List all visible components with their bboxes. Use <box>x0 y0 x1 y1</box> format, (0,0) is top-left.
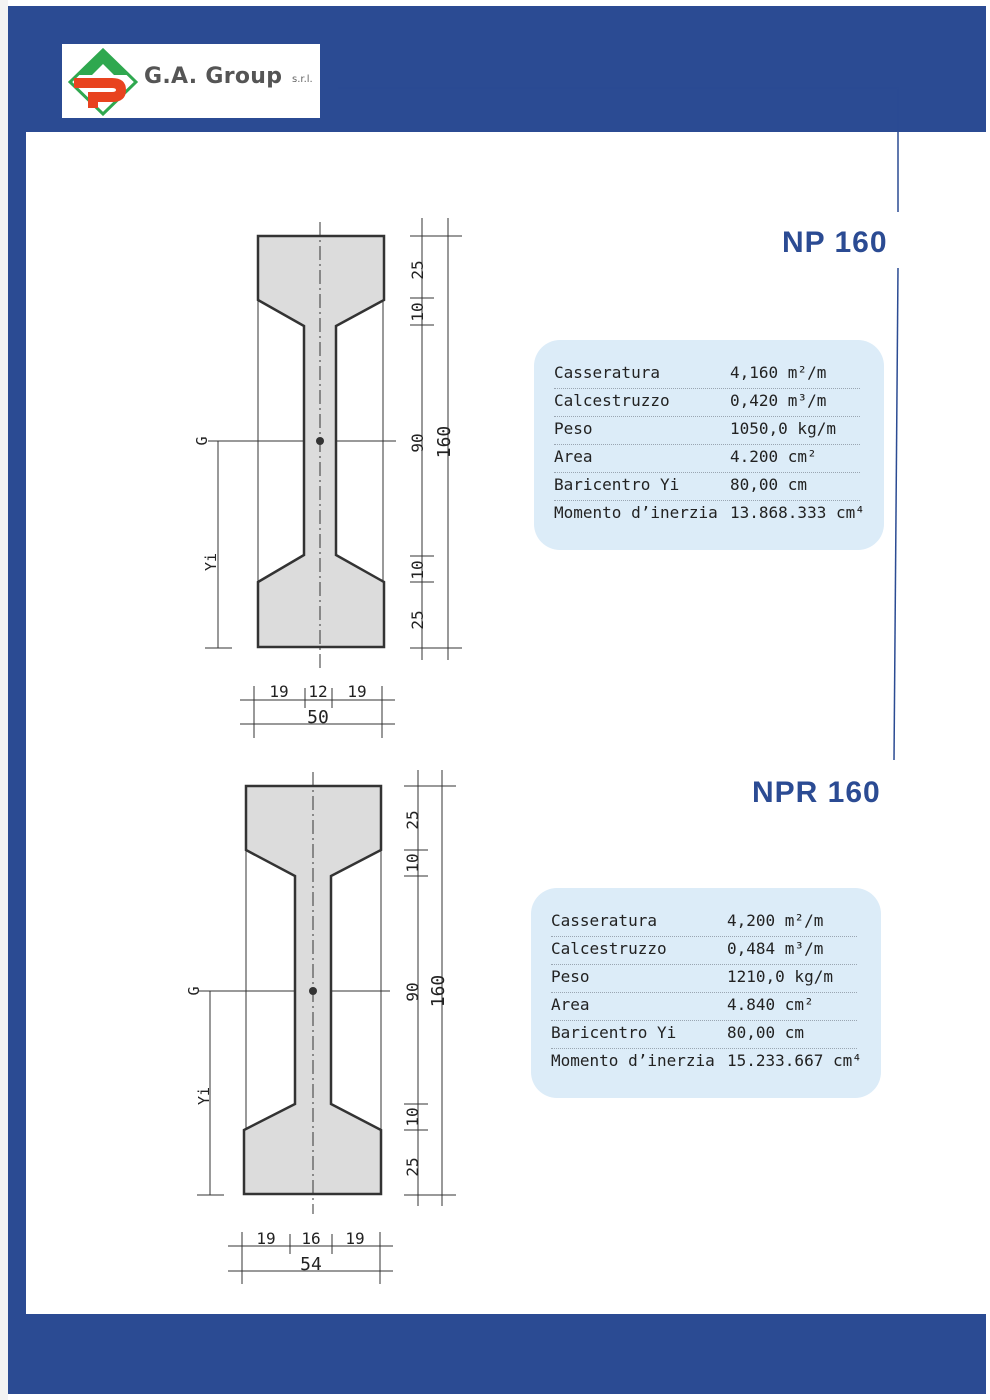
dim-width-left: 19 <box>269 682 289 701</box>
dim-total-height: 160 <box>428 974 449 1008</box>
spec-label: Momento d’inerzia <box>554 503 718 522</box>
dim-height-haunch-top: 10 <box>408 302 427 322</box>
dim-height-flange-bottom: 25 <box>403 1157 422 1177</box>
g-label: G <box>193 436 211 446</box>
g-label: G <box>185 986 203 996</box>
dim-total-height: 160 <box>434 425 455 459</box>
company-suffix: s.r.l. <box>292 74 313 85</box>
section-title-npr160: NPR 160 <box>752 776 881 809</box>
spec-value: 15.233.667 cm⁴ <box>727 1051 862 1070</box>
spec-label: Casseratura <box>551 911 657 930</box>
spec-value: 4,160 m²/m <box>730 363 827 382</box>
spec-label: Calcestruzzo <box>554 391 670 410</box>
spec-label: Area <box>554 447 593 466</box>
dim-width-left: 19 <box>256 1229 276 1248</box>
dim-width-web: 12 <box>308 682 328 701</box>
spec-value: 4,200 m²/m <box>727 911 824 930</box>
yi-label: Yi <box>195 1086 213 1106</box>
dim-height-web: 90 <box>403 982 422 1002</box>
spec-label: Calcestruzzo <box>551 939 667 958</box>
section-title-np160: NP 160 <box>782 226 888 259</box>
centroid-marker <box>309 987 317 995</box>
spec-label: Casseratura <box>554 363 660 382</box>
dim-height-flange-top: 25 <box>403 810 422 830</box>
spec-value: 0,420 m³/m <box>730 391 827 410</box>
company-name: G.A. Group <box>144 64 283 89</box>
spec-value: 1050,0 kg/m <box>730 419 836 438</box>
spec-value: 1210,0 kg/m <box>727 967 833 986</box>
spec-label: Peso <box>554 419 593 438</box>
dim-width-right: 19 <box>345 1229 365 1248</box>
spec-label: Peso <box>551 967 590 986</box>
dim-height-haunch-top: 10 <box>403 853 422 873</box>
dim-height-web: 90 <box>408 433 427 453</box>
spec-label: Baricentro Yi <box>554 475 680 494</box>
spec-label: Baricentro Yi <box>551 1023 677 1042</box>
dim-height-flange-top: 25 <box>408 260 427 280</box>
dim-height-flange-bottom: 25 <box>408 610 427 630</box>
dim-total-width: 54 <box>300 1254 322 1275</box>
spec-label: Area <box>551 995 590 1014</box>
spec-label: Momento d’inerzia <box>551 1051 715 1070</box>
spec-value: 80,00 cm <box>727 1023 805 1042</box>
spec-value: 4.200 cm² <box>730 447 817 466</box>
dim-width-right: 19 <box>347 682 367 701</box>
spec-value: 80,00 cm <box>730 475 808 494</box>
spec-value: 4.840 cm² <box>727 995 814 1014</box>
dim-height-haunch-bottom: 10 <box>403 1107 422 1127</box>
spec-value: 0,484 m³/m <box>727 939 824 958</box>
dim-width-web: 16 <box>301 1229 321 1248</box>
yi-label: Yi <box>202 552 220 572</box>
dim-total-width: 50 <box>307 707 329 728</box>
spec-value: 13.868.333 cm⁴ <box>730 503 865 522</box>
dim-height-haunch-bottom: 10 <box>408 560 427 580</box>
